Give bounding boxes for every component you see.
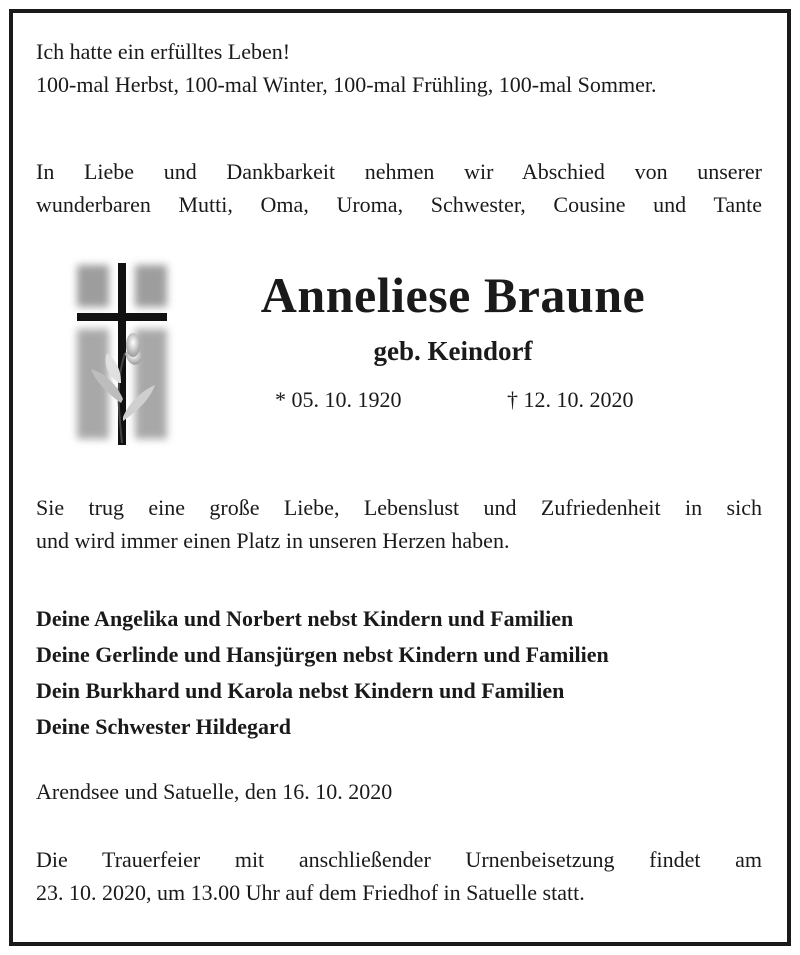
mourner-line: Deine Angelika und Norbert nebst Kindern und Familien bbox=[36, 606, 574, 631]
mourner-line: Deine Schwester Hildegard bbox=[36, 714, 292, 739]
farewell-text bbox=[36, 155, 762, 221]
tribute-line-1: Sie trug eine große Liebe, Lebenslust und Zufriedenheit in sich bbox=[36, 495, 762, 520]
deceased-name: Anneliese Braune bbox=[260, 267, 646, 323]
death-date: † 12. 10. 2020 bbox=[507, 387, 634, 412]
farewell-line-2: wunderbaren Mutti, Oma, Uroma, Schwester, Cousine und Tante bbox=[36, 192, 762, 217]
intro-line-1: Ich hatte ein erfülltes Leben! bbox=[36, 39, 291, 64]
cross-with-flower-icon bbox=[67, 253, 177, 453]
obituary-notice bbox=[9, 9, 791, 946]
place-date bbox=[36, 775, 762, 808]
ceremony-text bbox=[36, 843, 762, 909]
intro-line-2: 100-mal Herbst, 100-mal Winter, 100-mal Frühling, 100-mal Sommer. bbox=[36, 72, 657, 97]
birth-date: * 05. 10. 1920 bbox=[275, 387, 402, 412]
tribute-line-2: und wird immer einen Platz in unseren Herzen haben. bbox=[36, 528, 510, 553]
mourner-line: Dein Burkhard und Karola nebst Kindern und Familien bbox=[36, 678, 565, 703]
mourners-list bbox=[36, 601, 762, 745]
intro-text bbox=[36, 35, 762, 101]
tribute-text bbox=[36, 491, 762, 557]
mourner-line: Deine Gerlinde und Hansjürgen nebst Kindern und Familien bbox=[36, 642, 609, 667]
place-date-text: Arendsee und Satuelle, den 16. 10. 2020 bbox=[36, 779, 393, 804]
farewell-line-1: In Liebe und Dankbarkeit nehmen wir Abschied von unserer bbox=[36, 159, 762, 184]
ceremony-line-1: Die Trauerfeier mit anschließender Urnenbeisetzung findet am bbox=[36, 847, 762, 872]
ceremony-line-2: 23. 10. 2020, um 13.00 Uhr auf dem Friedhof in Satuelle statt. bbox=[36, 880, 585, 905]
maiden-name: geb. Keindorf bbox=[373, 336, 533, 366]
